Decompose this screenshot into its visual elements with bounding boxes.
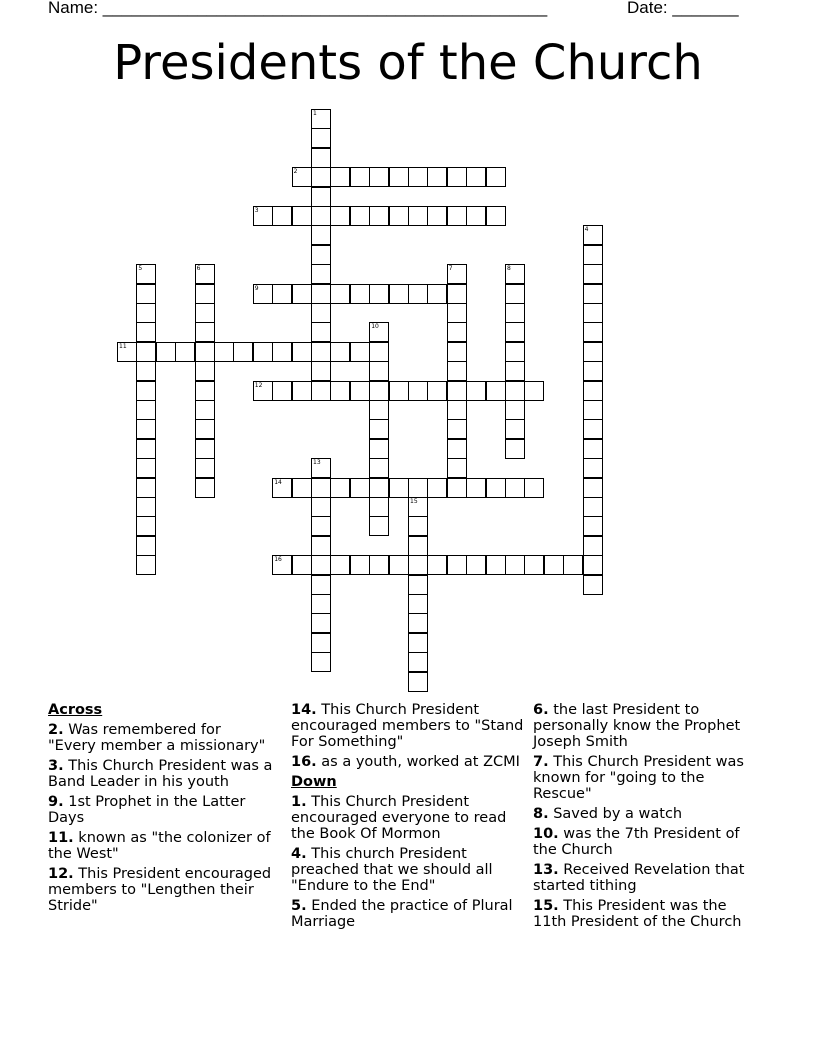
grid-cell[interactable] xyxy=(408,478,428,498)
grid-cell[interactable] xyxy=(136,264,156,284)
grid-cell[interactable] xyxy=(350,478,370,498)
grid-cell[interactable] xyxy=(311,536,331,556)
grid-cell[interactable] xyxy=(330,342,350,362)
down-heading: Down xyxy=(291,774,337,790)
clue-down-1: 1. This Church President encouraged everyone to read the Book Of Mormon xyxy=(291,794,507,842)
grid-cell[interactable] xyxy=(524,478,544,498)
grid-cell[interactable] xyxy=(447,342,467,362)
clue-down-6: 6. the last President to personally know the Prophet Joseph Smith xyxy=(533,702,741,750)
grid-cell[interactable] xyxy=(156,342,176,362)
grid-cell[interactable] xyxy=(583,458,603,478)
grid-cell[interactable] xyxy=(330,206,350,226)
grid-cell[interactable] xyxy=(583,575,603,595)
grid-cell[interactable] xyxy=(369,419,389,439)
grid-cell[interactable] xyxy=(311,516,331,536)
grid-cell[interactable] xyxy=(195,361,215,381)
grid-cell[interactable] xyxy=(195,478,215,498)
clue-across-14: 14. This Church President encouraged members to "Stand For Something" xyxy=(291,702,524,750)
grid-cell[interactable] xyxy=(427,381,447,401)
grid-cell[interactable] xyxy=(369,458,389,478)
grid-cell[interactable] xyxy=(195,458,215,478)
clue-number: 13 xyxy=(313,459,321,467)
grid-cell[interactable] xyxy=(311,575,331,595)
clue-down-10: 10. was the 7th President of the Church xyxy=(533,826,740,858)
grid-cell[interactable] xyxy=(330,478,350,498)
grid-cell[interactable] xyxy=(214,342,234,362)
grid-cell[interactable] xyxy=(389,555,409,575)
grid-cell[interactable] xyxy=(136,439,156,459)
grid-cell[interactable] xyxy=(466,167,486,187)
grid-cell[interactable] xyxy=(311,245,331,265)
grid-cell[interactable] xyxy=(505,264,525,284)
grid-cell[interactable] xyxy=(136,342,156,362)
grid-cell[interactable] xyxy=(136,458,156,478)
grid-cell[interactable] xyxy=(253,284,273,304)
grid-cell[interactable] xyxy=(369,361,389,381)
grid-cell[interactable] xyxy=(369,439,389,459)
grid-cell[interactable] xyxy=(292,342,312,362)
grid-cell[interactable] xyxy=(563,555,583,575)
grid-cell[interactable] xyxy=(311,264,331,284)
grid-cell[interactable] xyxy=(311,652,331,672)
grid-cell[interactable] xyxy=(311,361,331,381)
grid-cell[interactable] xyxy=(583,284,603,304)
grid-cell[interactable] xyxy=(466,206,486,226)
grid-cell[interactable] xyxy=(311,109,331,129)
grid-cell[interactable] xyxy=(350,342,370,362)
grid-cell[interactable] xyxy=(369,381,389,401)
grid-cell[interactable] xyxy=(369,516,389,536)
grid-cell[interactable] xyxy=(583,322,603,342)
grid-cell[interactable] xyxy=(350,381,370,401)
clue-number: 9 xyxy=(254,284,259,292)
grid-cell[interactable] xyxy=(447,458,467,478)
grid-cell[interactable] xyxy=(408,381,428,401)
grid-cell[interactable] xyxy=(195,419,215,439)
clue-down-15: 15. This President was the 11th President of the Church xyxy=(533,898,742,930)
grid-cell[interactable] xyxy=(195,284,215,304)
grid-cell[interactable] xyxy=(486,167,506,187)
grid-cell[interactable] xyxy=(136,478,156,498)
grid-cell[interactable] xyxy=(447,284,467,304)
grid-cell[interactable] xyxy=(272,381,292,401)
date-field[interactable]: Date: _______ xyxy=(627,0,739,17)
clue-number: 10 xyxy=(371,323,379,331)
grid-cell[interactable] xyxy=(136,284,156,304)
grid-cell[interactable] xyxy=(583,400,603,420)
clue-number: 15 xyxy=(410,498,418,505)
grid-cell[interactable] xyxy=(330,381,350,401)
grid-cell[interactable] xyxy=(292,555,312,575)
grid-cell[interactable] xyxy=(447,381,467,401)
clue-number: 5 xyxy=(138,265,143,273)
grid-cell[interactable] xyxy=(311,225,331,245)
grid-cell[interactable] xyxy=(447,322,467,342)
grid-cell[interactable] xyxy=(389,381,409,401)
grid-cell[interactable] xyxy=(311,555,331,575)
clues-column-1 xyxy=(48,702,273,918)
grid-cell[interactable] xyxy=(524,555,544,575)
grid-cell[interactable] xyxy=(311,322,331,342)
grid-cell[interactable] xyxy=(195,342,215,362)
grid-cell[interactable] xyxy=(272,555,292,575)
grid-cell[interactable] xyxy=(136,400,156,420)
grid-cell[interactable] xyxy=(311,206,331,226)
grid-cell[interactable] xyxy=(195,322,215,342)
grid-cell[interactable] xyxy=(136,381,156,401)
grid-cell[interactable] xyxy=(447,264,467,284)
grid-cell[interactable] xyxy=(292,381,312,401)
grid-cell[interactable] xyxy=(292,206,312,226)
grid-cell[interactable] xyxy=(583,419,603,439)
grid-cell[interactable] xyxy=(583,342,603,362)
across-heading: Across xyxy=(48,702,103,718)
grid-cell[interactable] xyxy=(447,439,467,459)
clue-across-9: 9. 1st Prophet in the Latter Days xyxy=(48,794,246,826)
grid-cell[interactable] xyxy=(583,536,603,556)
grid-cell[interactable] xyxy=(330,555,350,575)
grid-cell[interactable] xyxy=(505,381,525,401)
grid-cell[interactable] xyxy=(311,633,331,653)
grid-cell[interactable] xyxy=(389,167,409,187)
grid-cell[interactable] xyxy=(369,497,389,517)
grid-cell[interactable] xyxy=(253,381,273,401)
grid-cell[interactable] xyxy=(447,167,467,187)
clue-number: 16 xyxy=(274,556,282,564)
grid-cell[interactable] xyxy=(195,400,215,420)
grid-cell[interactable] xyxy=(447,361,467,381)
clue-number: 8 xyxy=(507,265,511,273)
grid-cell[interactable] xyxy=(350,167,370,187)
grid-cell[interactable] xyxy=(369,478,389,498)
grid-cell[interactable] xyxy=(311,167,331,187)
grid-cell[interactable] xyxy=(136,497,156,517)
grid-cell[interactable] xyxy=(486,555,506,575)
clue-down-7: 7. This Church President was known for "going to the Rescue" xyxy=(533,754,744,802)
grid-cell[interactable] xyxy=(447,303,467,323)
grid-cell[interactable] xyxy=(505,342,525,362)
grid-cell[interactable] xyxy=(408,516,428,536)
grid-cell[interactable] xyxy=(272,284,292,304)
grid-cell[interactable] xyxy=(505,303,525,323)
grid-cell[interactable] xyxy=(447,478,467,498)
grid-cell[interactable] xyxy=(311,342,331,362)
grid-cell[interactable] xyxy=(272,342,292,362)
grid-cell[interactable] xyxy=(292,284,312,304)
grid-cell[interactable] xyxy=(311,497,331,517)
grid-cell[interactable] xyxy=(311,128,331,148)
grid-cell[interactable] xyxy=(369,555,389,575)
grid-cell[interactable] xyxy=(389,284,409,304)
grid-cell[interactable] xyxy=(292,167,312,187)
grid-cell[interactable] xyxy=(233,342,253,362)
grid-cell[interactable] xyxy=(486,478,506,498)
grid-cell[interactable] xyxy=(505,361,525,381)
grid-cell[interactable] xyxy=(311,613,331,633)
clue-number: 7 xyxy=(448,265,453,273)
grid-cell[interactable] xyxy=(311,478,331,498)
grid-cell[interactable] xyxy=(583,264,603,284)
grid-cell[interactable] xyxy=(136,516,156,536)
grid-cell[interactable] xyxy=(505,284,525,304)
grid-cell[interactable] xyxy=(408,652,428,672)
grid-cell[interactable] xyxy=(427,555,447,575)
grid-cell[interactable] xyxy=(369,322,389,342)
grid-cell[interactable] xyxy=(408,536,428,556)
clue-down-5: 5. Ended the practice of Plural Marriage xyxy=(291,898,513,930)
clue-across-16: 16. as a youth, worked at ZCMI xyxy=(291,754,520,770)
grid-cell[interactable] xyxy=(136,555,156,575)
grid-cell[interactable] xyxy=(408,555,428,575)
grid-cell[interactable] xyxy=(408,672,428,692)
grid-cell[interactable] xyxy=(350,555,370,575)
grid-cell[interactable] xyxy=(369,284,389,304)
grid-cell[interactable] xyxy=(330,167,350,187)
grid-cell[interactable] xyxy=(408,594,428,614)
clue-across-11: 11. known as "the colonizer of the West" xyxy=(48,830,271,862)
clues-column-3 xyxy=(533,702,763,934)
grid-cell[interactable] xyxy=(583,497,603,517)
grid-cell[interactable] xyxy=(583,303,603,323)
grid-cell[interactable] xyxy=(117,342,137,362)
clue-number: 1 xyxy=(313,110,317,117)
clue-across-3: 3. This Church President was a Band Leader in his youth xyxy=(48,758,273,790)
grid-cell[interactable] xyxy=(408,497,428,517)
clue-number: 6 xyxy=(196,265,201,273)
grid-cell[interactable] xyxy=(136,303,156,323)
grid-cell[interactable] xyxy=(253,206,273,226)
grid-cell[interactable] xyxy=(486,206,506,226)
clue-down-4: 4. This church President preached that we should all "Endure to the End" xyxy=(291,846,493,894)
grid-cell[interactable] xyxy=(408,167,428,187)
grid-cell[interactable] xyxy=(505,322,525,342)
grid-cell[interactable] xyxy=(136,536,156,556)
grid-cell[interactable] xyxy=(272,478,292,498)
grid-cell[interactable] xyxy=(505,400,525,420)
grid-cell[interactable] xyxy=(369,342,389,362)
grid-cell[interactable] xyxy=(408,633,428,653)
grid-cell[interactable] xyxy=(427,284,447,304)
clue-across-2: 2. Was remembered for "Every member a missionary" xyxy=(48,722,266,754)
grid-cell[interactable] xyxy=(136,419,156,439)
grid-cell[interactable] xyxy=(583,555,603,575)
grid-cell[interactable] xyxy=(447,206,467,226)
grid-cell[interactable] xyxy=(583,361,603,381)
clues-column-2 xyxy=(291,702,529,934)
clue-number: 3 xyxy=(254,207,259,214)
grid-cell[interactable] xyxy=(292,478,312,498)
grid-cell[interactable] xyxy=(272,206,292,226)
grid-cell[interactable] xyxy=(311,381,331,401)
grid-cell[interactable] xyxy=(195,439,215,459)
clue-number: 11 xyxy=(119,342,127,350)
grid-cell[interactable] xyxy=(583,225,603,245)
grid-cell[interactable] xyxy=(466,555,486,575)
name-field[interactable]: Name: _______________________________________________ xyxy=(48,0,548,17)
grid-cell[interactable] xyxy=(311,284,331,304)
grid-cell[interactable] xyxy=(136,361,156,381)
grid-cell[interactable] xyxy=(486,381,506,401)
grid-cell[interactable] xyxy=(311,458,331,478)
grid-cell[interactable] xyxy=(466,478,486,498)
grid-cell[interactable] xyxy=(466,381,486,401)
clue-down-8: 8. Saved by a watch xyxy=(533,806,683,822)
grid-cell[interactable] xyxy=(311,187,331,207)
grid-cell[interactable] xyxy=(583,439,603,459)
grid-cell[interactable] xyxy=(175,342,195,362)
grid-cell[interactable] xyxy=(136,322,156,342)
grid-cell[interactable] xyxy=(408,206,428,226)
grid-cell[interactable] xyxy=(408,575,428,595)
clue-number: 4 xyxy=(584,226,589,234)
grid-cell[interactable] xyxy=(369,206,389,226)
grid-cell[interactable] xyxy=(427,167,447,187)
clue-number: 14 xyxy=(274,478,282,486)
grid-cell[interactable] xyxy=(350,284,370,304)
grid-cell[interactable] xyxy=(583,245,603,265)
grid-cell[interactable] xyxy=(369,400,389,420)
grid-cell[interactable] xyxy=(505,555,525,575)
grid-cell[interactable] xyxy=(427,478,447,498)
grid-cell[interactable] xyxy=(369,167,389,187)
grid-cell[interactable] xyxy=(311,594,331,614)
grid-cell[interactable] xyxy=(311,303,331,323)
grid-cell[interactable] xyxy=(447,419,467,439)
clue-number: 12 xyxy=(254,381,263,389)
clue-number: 2 xyxy=(293,168,298,176)
grid-cell[interactable] xyxy=(505,478,525,498)
grid-cell[interactable] xyxy=(505,419,525,439)
grid-cell[interactable] xyxy=(505,439,525,459)
grid-cell[interactable] xyxy=(253,342,273,362)
clue-down-13: 13. Received Revelation that started tithing xyxy=(533,862,745,894)
grid-cell[interactable] xyxy=(447,555,467,575)
grid-cell[interactable] xyxy=(330,284,350,304)
grid-cell[interactable] xyxy=(544,555,564,575)
clue-across-12: 12. This President encouraged members to "Lengthen their Stride" xyxy=(48,866,272,914)
grid-cell[interactable] xyxy=(583,478,603,498)
grid-cell[interactable] xyxy=(583,516,603,536)
grid-cell[interactable] xyxy=(389,206,409,226)
grid-cell[interactable] xyxy=(408,284,428,304)
grid-cell[interactable] xyxy=(195,303,215,323)
grid-cell[interactable] xyxy=(311,148,331,168)
grid-cell[interactable] xyxy=(350,206,370,226)
grid-cell[interactable] xyxy=(195,264,215,284)
grid-cell[interactable] xyxy=(583,381,603,401)
page-title: Presidents of the Church xyxy=(113,35,703,91)
grid-cell[interactable] xyxy=(408,613,428,633)
grid-cell[interactable] xyxy=(524,381,544,401)
grid-cell[interactable] xyxy=(427,206,447,226)
grid-cell[interactable] xyxy=(389,478,409,498)
grid-cell[interactable] xyxy=(195,381,215,401)
grid-cell[interactable] xyxy=(447,400,467,420)
